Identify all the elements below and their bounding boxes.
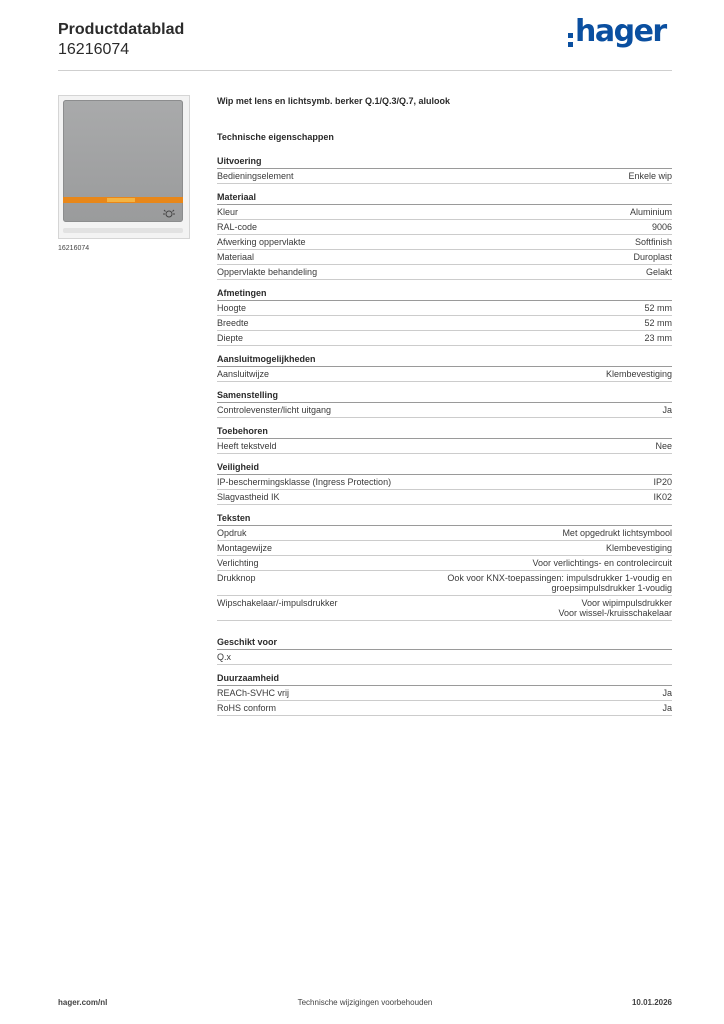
spec-row: [217, 367, 672, 382]
spec-label: Q.x: [217, 652, 232, 662]
spec-value: Duroplast: [633, 252, 672, 262]
lens-highlight: [107, 198, 135, 202]
switch-plate: [63, 100, 183, 222]
spec-value: Met opgedrukt lichtsymbool: [562, 528, 672, 538]
spec-label: Drukknop: [217, 573, 256, 583]
spec-section: [217, 390, 672, 418]
section-title: Aansluitmogelijkheden: [217, 354, 672, 367]
spec-label: Opdruk: [217, 528, 247, 538]
spec-row: [217, 220, 672, 235]
image-caption: 16216074: [58, 245, 90, 252]
section-title: Samenstelling: [217, 390, 672, 403]
spec-section: [217, 637, 672, 665]
spec-section: [217, 288, 672, 346]
spec-content: [217, 96, 672, 724]
spec-label: Controlevenster/licht uitgang: [217, 405, 332, 415]
spec-label: REACh-SVHC vrij: [217, 688, 290, 698]
spec-value: Aluminium: [629, 207, 672, 217]
document-number: 16216074: [58, 41, 130, 58]
spec-section: [217, 354, 672, 382]
spec-label: Breedte: [217, 318, 249, 328]
spec-section: [217, 673, 672, 716]
spec-label: Diepte: [217, 333, 244, 343]
spec-value: IP20: [653, 477, 672, 487]
footer-notice: Technische wijzigingen voorbehouden: [297, 998, 433, 1007]
spec-label: Montagewijze: [217, 543, 273, 553]
spec-label: Kleur: [217, 207, 239, 217]
spec-row: [217, 650, 672, 665]
spec-row: [217, 301, 672, 316]
spec-row: [217, 596, 672, 621]
section-title: Geschikt voor: [217, 637, 672, 650]
spec-row: [217, 331, 672, 346]
spec-row: [217, 541, 672, 556]
spec-section: [217, 462, 672, 505]
logo-dots-icon: [568, 33, 574, 47]
spec-section: [217, 426, 672, 454]
spec-value: 23 mm: [644, 333, 672, 343]
spec-row: [217, 439, 672, 454]
header-divider: [58, 70, 672, 71]
spec-label: IP-beschermingsklasse (Ingress Protection): [217, 477, 392, 487]
spec-row: [217, 526, 672, 541]
spec-value: Voor wipimpulsdrukker Voor wissel-/kruisschakelaar: [558, 598, 672, 618]
spec-value: Klembevestiging: [605, 369, 672, 379]
logo-text: hager: [575, 14, 666, 49]
section-title: Toebehoren: [217, 426, 672, 439]
product-description: Wip met lens en lichtsymb. berker Q.1/Q.3/Q.7, alulook: [217, 96, 450, 106]
spec-row: [217, 169, 672, 184]
spec-value: Klembevestiging: [605, 543, 672, 553]
footer-date: 10.01.2026: [631, 998, 672, 1007]
section-title: Materiaal: [217, 192, 672, 205]
spec-row: [217, 403, 672, 418]
spec-row: [217, 475, 672, 490]
spec-label: Aansluitwijze: [217, 369, 270, 379]
light-symbol-icon: [162, 208, 176, 222]
spec-label: Hoogte: [217, 303, 247, 313]
product-image: [58, 95, 190, 239]
spec-value: Ja: [662, 688, 672, 698]
spec-row: [217, 701, 672, 716]
spec-label: RoHS conform: [217, 703, 277, 713]
spec-value: Softfinish: [634, 237, 672, 247]
spec-value: Gelakt: [645, 267, 672, 277]
spec-label: Materiaal: [217, 252, 255, 262]
section-title: Afmetingen: [217, 288, 672, 301]
document-title: Productdatablad: [58, 21, 185, 38]
plate-edge: [63, 228, 183, 233]
document-header: [58, 20, 184, 60]
section-title: Duurzaamheid: [217, 673, 672, 686]
spec-value: Enkele wip: [628, 171, 672, 181]
spec-value: IK02: [653, 492, 672, 502]
tech-heading: Technische eigenschappen: [217, 132, 334, 142]
spec-label: Wipschakelaar/-impulsdrukker: [217, 598, 338, 608]
spec-label: Afwerking oppervlakte: [217, 237, 306, 247]
spec-row: [217, 265, 672, 280]
spec-label: Verlichting: [217, 558, 259, 568]
spec-row: [217, 490, 672, 505]
spec-label: Heeft tekstveld: [217, 441, 277, 451]
section-title: Uitvoering: [217, 156, 672, 169]
spec-value: Ja: [662, 405, 672, 415]
spec-sections: [217, 156, 672, 716]
spec-value: 9006: [651, 222, 672, 232]
spec-value: Nee: [655, 441, 672, 451]
spec-label: Slagvastheid IK: [217, 492, 280, 502]
spec-label: RAL-code: [217, 222, 258, 232]
hager-logo: [568, 14, 666, 49]
section-title: Veiligheid: [217, 462, 672, 475]
spec-value: Ja: [662, 703, 672, 713]
spec-label: Oppervlakte behandeling: [217, 267, 318, 277]
spec-row: [217, 316, 672, 331]
spec-value: 52 mm: [644, 303, 672, 313]
spec-row: [217, 205, 672, 220]
spec-row: [217, 571, 672, 596]
footer-site: hager.com/nl: [58, 998, 108, 1007]
spec-row: [217, 556, 672, 571]
spec-row: [217, 235, 672, 250]
spec-label: Bedieningselement: [217, 171, 294, 181]
spec-row: [217, 686, 672, 701]
spec-section: [217, 513, 672, 621]
spec-value: Voor verlichtings- en controlecircuit: [532, 558, 672, 568]
section-title: Teksten: [217, 513, 672, 526]
spec-row: [217, 250, 672, 265]
spec-value: 52 mm: [644, 318, 672, 328]
spec-section: [217, 192, 672, 280]
spec-value: Ook voor KNX-toepassingen: impulsdrukker 1-voudig en groepsimpulsdrukker 1-voudig: [447, 573, 672, 593]
spec-section: [217, 156, 672, 184]
